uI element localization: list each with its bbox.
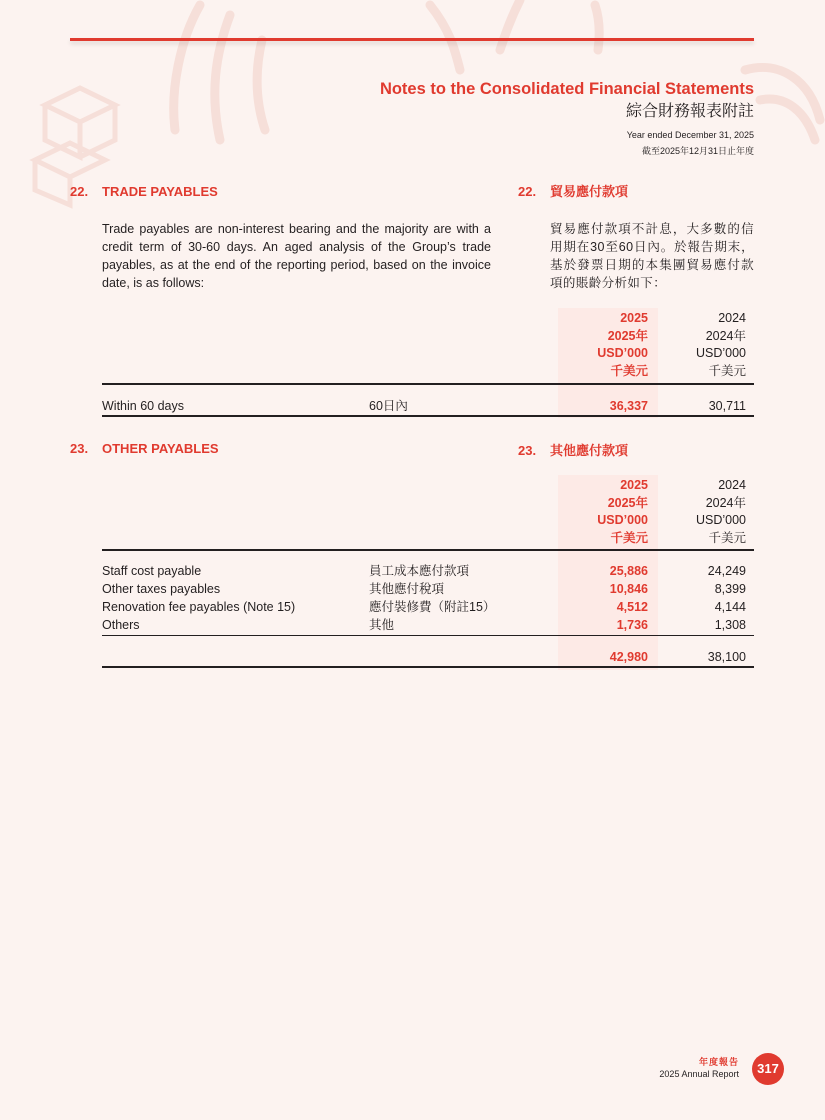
section-number: 23.	[518, 443, 537, 458]
row-label-zh: 其他應付稅項	[369, 582, 445, 596]
value-2025: 36,337	[609, 399, 648, 413]
page-header	[380, 79, 754, 158]
section-23-heading-en	[70, 441, 219, 457]
page-title-zh: 綜合財務報表附註	[625, 103, 754, 120]
row-label-en: Within 60 days	[102, 399, 184, 413]
section-22-body-zh: 貿易應付款項不計息，大多數的信用期在30至60日內。於報告期末，基於發票日期的本集團貿易應付款項的賬齡分析如下：	[550, 222, 754, 290]
table-row	[102, 580, 754, 598]
table-rule	[102, 549, 754, 551]
section-title: 貿易應付款項	[550, 184, 629, 199]
section-22-heading-en	[70, 184, 218, 200]
table-rule	[102, 415, 754, 417]
col-header-prior: 2024 2024年 USD’000 千美元	[695, 478, 746, 545]
section-title: 其他應付款項	[550, 443, 629, 458]
value-2025: 10,846	[609, 582, 648, 596]
row-label-zh: 應付裝修費（附註15）	[369, 600, 496, 614]
value-2024: 30,711	[708, 399, 746, 413]
page-number-badge: 317	[752, 1053, 784, 1085]
table-row	[102, 616, 754, 634]
period-en: Year ended December 31, 2025	[626, 130, 754, 140]
section-number: 22.	[70, 184, 89, 199]
section-title: TRADE PAYABLES	[102, 184, 218, 199]
row-label-zh: 其他	[369, 618, 395, 632]
value-2024: 4,144	[714, 600, 746, 614]
value-2024: 8,399	[714, 582, 746, 596]
total-rule	[102, 666, 754, 668]
total-row	[102, 648, 754, 666]
total-2025: 42,980	[609, 650, 648, 664]
section-number: 22.	[518, 184, 537, 199]
subtotal-rule	[102, 635, 754, 636]
col-header-current: 2025 2025年 USD’000 千美元	[597, 311, 648, 378]
table-row	[102, 598, 754, 616]
row-label-zh: 60日內	[369, 399, 408, 413]
row-label-en: Staff cost payable	[102, 564, 202, 578]
footer-label-en: 2025 Annual Report	[659, 1069, 739, 1079]
section-23-heading-zh	[518, 443, 628, 459]
table-row	[102, 562, 754, 580]
other-payables-table	[102, 475, 754, 670]
footer	[659, 1056, 739, 1080]
period-zh: 截至2025年12月31日止年度	[641, 146, 754, 156]
value-2025: 25,886	[609, 564, 648, 578]
col-header-prior: 2024 2024年 USD’000 千美元	[695, 311, 746, 378]
total-2024: 38,100	[707, 650, 746, 664]
top-rule	[70, 38, 754, 41]
value-2025: 1,736	[616, 618, 648, 632]
table-row	[102, 397, 754, 415]
page-title-en: Notes to the Consolidated Financial Statements	[379, 80, 754, 98]
footer-label-zh: 年度報告	[698, 1057, 739, 1067]
row-label-en: Renovation fee payables (Note 15)	[102, 600, 296, 614]
value-2024: 24,249	[707, 564, 746, 578]
section-title: OTHER PAYABLES	[102, 441, 219, 456]
row-label-zh: 員工成本應付款項	[369, 564, 470, 578]
row-label-en: Other taxes payables	[102, 582, 221, 596]
col-header-current: 2025 2025年 USD’000 千美元	[597, 478, 648, 545]
section-22-heading-zh	[518, 184, 628, 200]
value-2025: 4,512	[616, 600, 648, 614]
value-2024: 1,308	[714, 618, 746, 632]
row-label-en: Others	[102, 618, 140, 632]
section-number: 23.	[70, 441, 89, 456]
table-rule	[102, 383, 754, 385]
trade-payables-table	[102, 308, 754, 418]
section-22-body-en: Trade payables are non-interest bearing and the majority are with a credit term of 30-60 days. An aged analysis of the Group’s trade payables, as at the end of the reporting period, based on the invoice date, is as follows:	[102, 222, 491, 290]
